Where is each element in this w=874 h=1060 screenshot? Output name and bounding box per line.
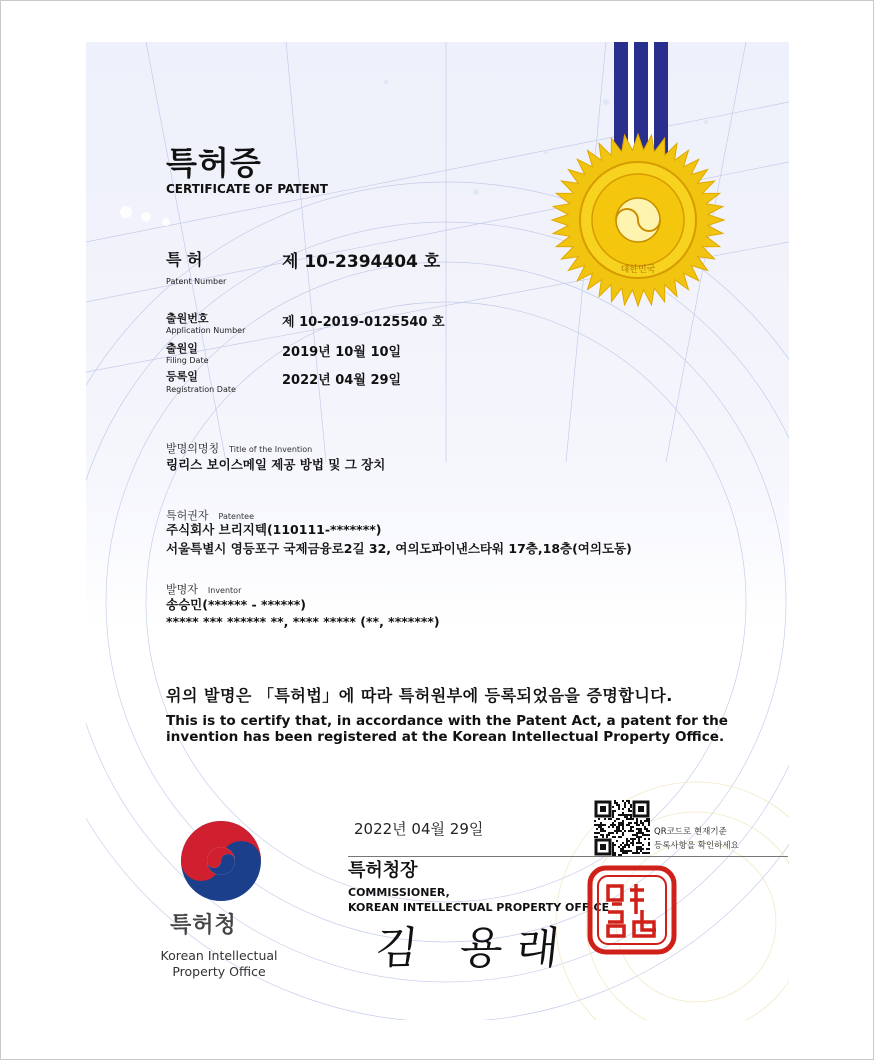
commissioner-en-line1: COMMISSIONER, bbox=[348, 886, 450, 899]
page-title: 특허증 bbox=[166, 144, 262, 182]
commissioner-en-line2: KOREAN INTELLECTUAL PROPERTY OFFICE bbox=[348, 901, 610, 914]
issue-date: 2022년 04월 29일 bbox=[354, 820, 484, 838]
office-name-en-line2: Property Office bbox=[172, 964, 266, 979]
patentee-label: 특허권자 bbox=[166, 509, 209, 522]
inventor-name: 송승민(****** - ******) bbox=[166, 597, 306, 612]
commissioner-title-en bbox=[348, 885, 609, 915]
inventor-address: ***** *** ****** **, **** ***** (**, *******) bbox=[166, 614, 440, 629]
office-name-en bbox=[152, 948, 286, 980]
filing-date: 2019년 10월 10일 bbox=[282, 345, 402, 360]
invention-title: 링리스 보이스메일 제공 방법 및 그 장치 bbox=[166, 457, 386, 472]
office-name: 특허청 bbox=[170, 913, 237, 938]
page-title-en: CERTIFICATE OF PATENT bbox=[166, 182, 328, 196]
qr-note bbox=[654, 825, 739, 853]
application-number: 제 10-2019-0125540 호 bbox=[282, 315, 445, 330]
patentee-name: 주식회사 브리지텍(110111-*******) bbox=[166, 522, 382, 537]
office-name-en-line1: Korean Intellectual bbox=[160, 948, 278, 963]
patentee-address: 서울특별시 영등포구 국제금융로2길 32, 여의도파이낸스타워 17층,18층(여의도동) bbox=[166, 541, 632, 556]
inventor-label: 발명자 bbox=[166, 583, 198, 596]
inventor-label-en: Inventor bbox=[207, 586, 242, 595]
patent-label: 특 허 bbox=[166, 250, 203, 269]
patent-number: 제 10-2394404 호 bbox=[282, 252, 441, 272]
filing-label: 출원일 bbox=[166, 342, 198, 355]
application-label-en: Application Number bbox=[166, 326, 246, 335]
invention-label-en: Title of the Invention bbox=[229, 445, 313, 454]
certification-statement-en: This is to certify that, in accordance with the Patent Act, a patent for the invention has been registered at the Korean Intellectual Property Office. bbox=[166, 713, 729, 745]
application-label: 출원번호 bbox=[166, 312, 209, 325]
commissioner-title: 특허청장 bbox=[348, 860, 418, 881]
gold-seal bbox=[550, 42, 730, 312]
registration-label-en: Registration Date bbox=[166, 385, 236, 394]
filing-label-en: Filing Date bbox=[166, 356, 209, 365]
patentee-label-en: Patentee bbox=[218, 512, 254, 521]
registration-label: 등록일 bbox=[166, 370, 198, 383]
certificate-paper bbox=[86, 42, 789, 1020]
registration-date: 2022년 04월 29일 bbox=[282, 373, 402, 388]
kipo-logo bbox=[176, 816, 266, 906]
invention-label-row bbox=[166, 437, 312, 456]
signature: 김 용래 bbox=[372, 923, 576, 974]
qr-code[interactable] bbox=[594, 800, 650, 856]
certification-statement: 위의 발명은 「특허법」에 따라 특허원부에 등록되었음을 증명합니다. bbox=[166, 686, 673, 705]
official-stamp bbox=[586, 864, 678, 956]
qr-note-line2: 등록사항을 확인하세요 bbox=[654, 841, 739, 851]
seal-text: 대한민국 bbox=[620, 265, 656, 275]
qr-note-line1: QR코드로 현재기준 bbox=[654, 827, 727, 837]
patent-label-en: Patent Number bbox=[166, 277, 227, 286]
invention-label: 발명의명칭 bbox=[166, 442, 220, 455]
